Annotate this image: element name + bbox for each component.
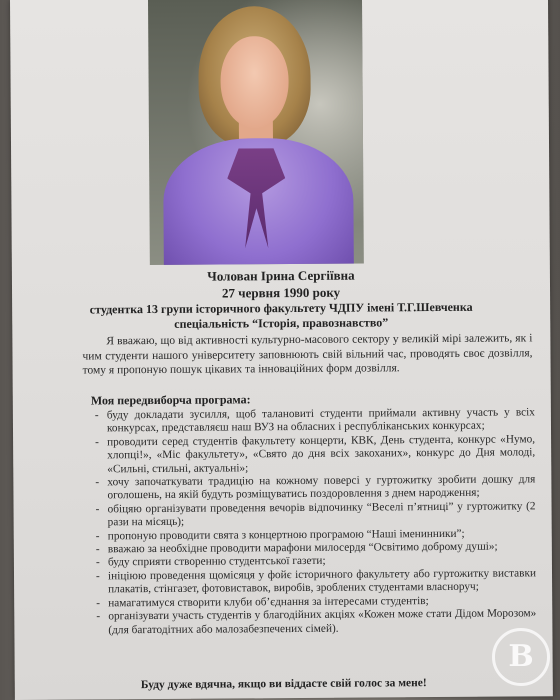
program-item: - ініціюю проведення щомісяця у фойє історичного факультету або гуртожитку виставки плакатів, стінгазет, фотовиставок, виробів, зроблених студентами власноруч; bbox=[84, 567, 536, 597]
intro-paragraph: Я вважаю, що від активності культурно-масового сектору у великій мірі залежить, як і чим студенти нашого університету заповнюють свій вільний час, проводять своє дозвілля, тому я пропоную пошук цікавих та інноваційних форм дозвілля. bbox=[82, 332, 533, 377]
program-item: - буду докладати зусилля, щоб талановиті студенти приймали активну участь у всіх конкурсах, представляєш наш ВУЗ на обласних і республіканських конкурсах; bbox=[83, 406, 535, 436]
study-info: студентка 13 групи історичного факультету ЧДПУ імені Т.Г.Шевченка bbox=[89, 299, 473, 317]
closing-line: Буду дуже вдячна, якщо ви віддасте свій голос за мене! bbox=[140, 677, 427, 692]
birth-date: 27 червня 1990 року bbox=[221, 284, 341, 301]
program-item: - проводити серед студентів факультету концерти, КВК, День студента, конкурс «Нумо, хлопці!», «Міс факультету», «Свято до дня всіх закоханих», конкурс до Дня молоді, «Сильні, стильні, актуальні»; bbox=[83, 433, 535, 476]
face bbox=[220, 36, 289, 128]
program-item: - намагатимуся створити клуби об’єднання за інтересами студентів; bbox=[84, 594, 536, 611]
speciality: спеціальність “Історія, правознавство” bbox=[174, 315, 389, 331]
program-title: Моя передвиборча програма: bbox=[90, 392, 251, 408]
site-logo-watermark: В bbox=[492, 628, 550, 686]
program-item: - хочу започаткувати традицію на кожному поверсі у гуртожитку зробити дошку для оголошень, на якій будуть розміщуватись поздоровлення з днем народження; bbox=[83, 473, 535, 503]
program-item: - буду сприяти створенню студентської газети; bbox=[84, 554, 536, 571]
program-item: - організувати участь студентів у благодійних акціях «Кожен може стати Дідом Морозом» (для багатодітних або малозабезпечених сімей). bbox=[84, 607, 536, 637]
candidate-name: Чолован Ірина Сергіївна bbox=[207, 267, 355, 284]
program-item: - вважаю за необхідне проводити марафони милосердя “Освітимо доброму душі»; bbox=[84, 540, 536, 557]
campaign-poster bbox=[10, 0, 553, 700]
program-list bbox=[83, 406, 537, 637]
candidate-photo bbox=[148, 0, 364, 265]
program-item: - пропоную проводити свята з концертною програмою “Наші іменинники”; bbox=[84, 527, 536, 544]
program-item: - обіцяю організувати проведення вечорів відпочинку “Веселі п’ятниці” у гуртожитку (2 рази на місяць); bbox=[84, 500, 536, 530]
